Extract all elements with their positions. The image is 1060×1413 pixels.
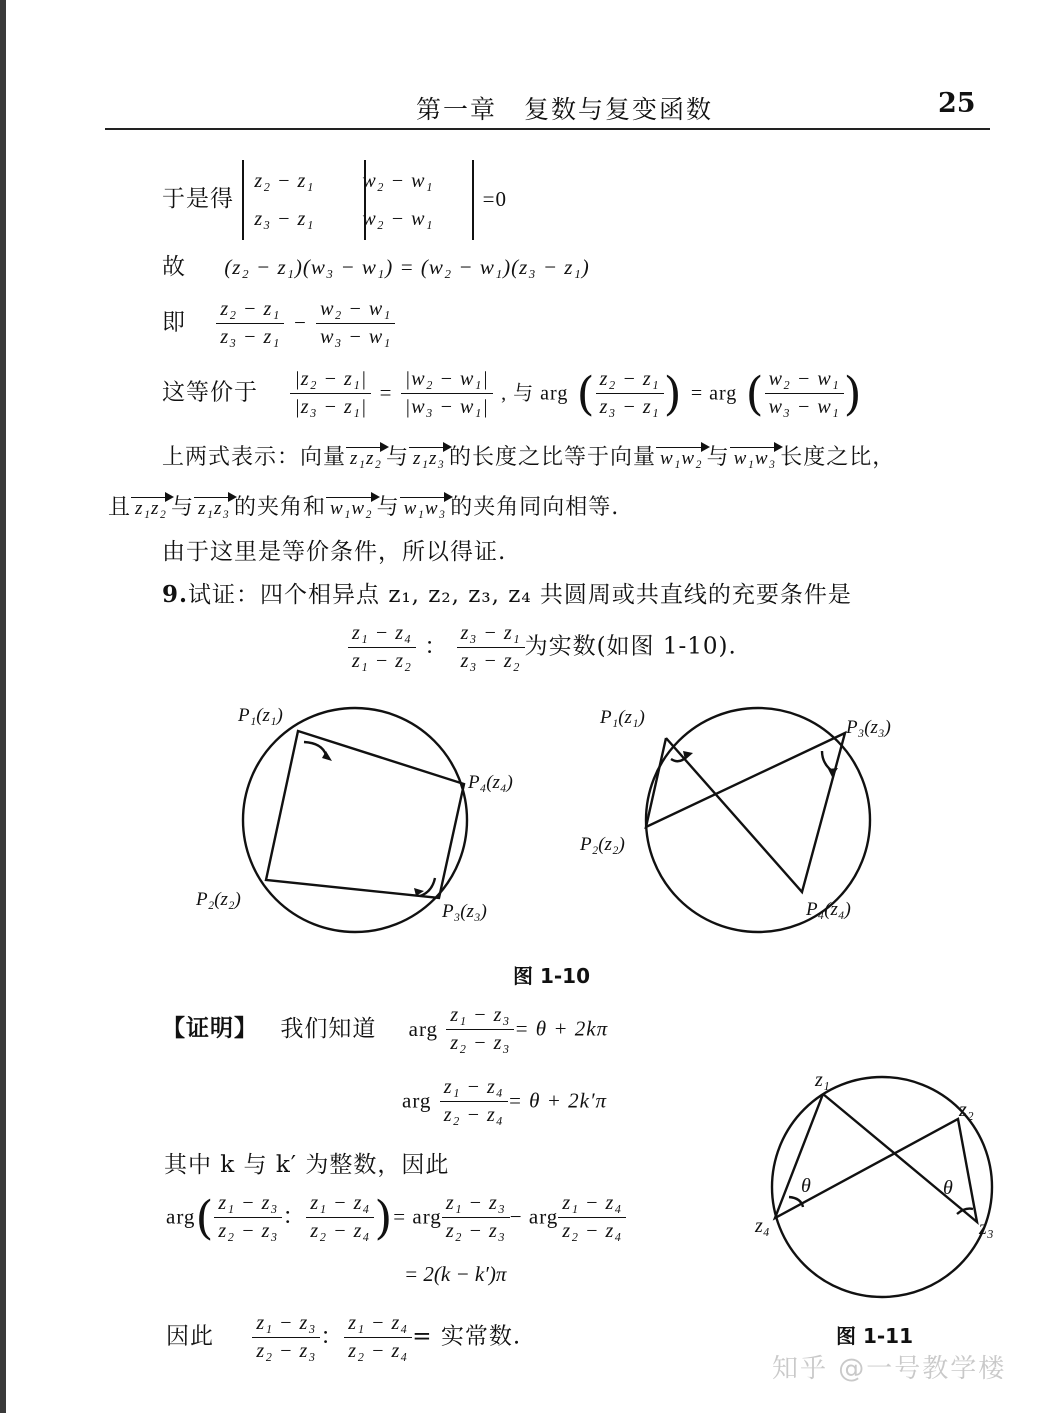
fraction: $\frac{\text{z₁ − z₃}}{\text{z₂ − z₃}}$ bbox=[446, 1004, 514, 1055]
vector: z₁z₂ bbox=[131, 497, 171, 520]
watermark: 知乎 @一号教学楼 bbox=[772, 1354, 1007, 1384]
arg: arg bbox=[402, 1088, 432, 1113]
text-prefix: 因此 bbox=[166, 1323, 214, 1350]
vector: w₁w₂ bbox=[656, 447, 707, 470]
det-cell: w₂ − w₁ bbox=[362, 170, 434, 192]
text-line-6 bbox=[108, 490, 619, 521]
text: 与 bbox=[386, 445, 410, 470]
problem-text: 试证：四个相异点 z₁, z₂, z₃, z₄ 共圆周或共直线的充要条件是 bbox=[188, 582, 852, 608]
running-header-title: 第一章 复数与复变函数 bbox=[416, 95, 714, 124]
crossed-quad bbox=[775, 1094, 977, 1222]
text-prefix: 于是得 bbox=[162, 186, 234, 212]
label-left-p3: P₃(z₃) bbox=[442, 901, 487, 922]
page-number: 25 bbox=[938, 88, 976, 119]
fraction: $\frac{\text{z₁ − z₄}}{\text{z₂ − z₄}}$ bbox=[558, 1192, 626, 1243]
eq-line-4: 这等价于 $\frac{\text{|z₂ − z₁|}}{\text{|z₃ − z₁|}}$ = $\frac{\text{|w₂ − w₁|}}{\text{|w₃ − w₁|}}$ , 与 arg ( $\frac{\text{z₂ − z₁}}{\text{z₃ − z₁}}$ ) = arg ( $\frac{\text{w₂ − w₁}}{\text{w₃ − w₁}}$ ) bbox=[162, 366, 863, 421]
label-right-p4: P₄(z₄) bbox=[806, 899, 851, 920]
text-prefix: 这等价于 bbox=[162, 379, 258, 406]
label-z3: z₃ bbox=[979, 1217, 994, 1239]
vector: z₁z₃ bbox=[194, 497, 234, 520]
fraction: $\frac{\text{z₂ − z₁}}{\text{z₃ − z₁}}$ bbox=[216, 298, 284, 349]
eq-zero: =0 bbox=[482, 187, 507, 211]
angle-arc-left-2 bbox=[420, 878, 435, 896]
figure-1-11 bbox=[745, 1062, 1015, 1302]
text-suffix: 为实数(如图 1-10). bbox=[524, 633, 737, 660]
operator: − bbox=[292, 310, 308, 335]
eq-determinant-line bbox=[162, 160, 507, 240]
label-left-p1: P₁(z₁) bbox=[238, 705, 283, 726]
header-rule bbox=[105, 128, 990, 130]
text-prefix: 故 bbox=[162, 254, 186, 280]
problem-number: 9. bbox=[162, 581, 189, 608]
arg: arg bbox=[166, 1204, 196, 1229]
proof-line-4: arg( $\frac{\text{z₁ − z₃}}{\text{z₂ − z₃}}$ ： $\frac{\text{z₁ − z₄}}{\text{z₂ − z₄}}$ )= arg $\frac{\text{z₁ − z₃}}{\text{z₂ − z₃}}$ − arg $\frac{\text{z₁ − z₄}}{\text{z₂ − z₄}}$ bbox=[166, 1192, 626, 1243]
label-left-p4: P₄(z₄) bbox=[468, 772, 513, 793]
operator: ： bbox=[282, 1203, 307, 1230]
eq-line-9 bbox=[348, 622, 737, 673]
proof-line-3: 其中 k 与 k′ 为整数，因此 bbox=[164, 1152, 450, 1178]
arg: arg bbox=[408, 1016, 439, 1041]
page-edge-shadow bbox=[0, 0, 6, 1413]
det-cell: z₃ − z₁ bbox=[254, 208, 315, 230]
operator: ： bbox=[320, 1323, 345, 1350]
figure-1-11-caption: 图 1-11 bbox=[836, 1324, 914, 1348]
eq-line-2 bbox=[162, 248, 590, 281]
fraction: $\frac{\text{z₁ − z₄}}{\text{z₂ − z₄}}$ bbox=[306, 1192, 374, 1243]
text: 与 bbox=[171, 495, 195, 520]
label-right-p1: P₁(z₁) bbox=[600, 707, 645, 728]
label-theta-right: θ bbox=[943, 1177, 953, 1199]
text-mid: , 与 arg bbox=[501, 382, 569, 405]
vector: w₁w₃ bbox=[400, 497, 451, 520]
label-theta-left: θ bbox=[801, 1175, 811, 1197]
proof-line-2 bbox=[402, 1076, 607, 1127]
crossed-quad-right bbox=[646, 733, 845, 892]
text: 长度之比， bbox=[780, 445, 896, 470]
text: 的长度之比等于向量 bbox=[449, 445, 657, 470]
label-z2: z₂ bbox=[959, 1099, 974, 1121]
text: 的夹角和 bbox=[234, 495, 327, 520]
fraction: $\frac{\text{w₂ − w₁}}{\text{w₃ − w₁}}$ bbox=[765, 368, 844, 419]
determinant bbox=[242, 160, 366, 240]
rhs: = θ + 2k′π bbox=[507, 1088, 608, 1113]
eq-line-3 bbox=[162, 298, 395, 349]
det-cell: z₂ − z₁ bbox=[254, 170, 315, 192]
proof-line-6 bbox=[166, 1312, 521, 1363]
determinant-col2 bbox=[352, 160, 474, 240]
operator: = arg bbox=[690, 382, 738, 405]
proof-line-5: = 2(k − k′)π bbox=[404, 1262, 507, 1286]
text: 我们知道 bbox=[280, 1015, 377, 1042]
fraction: $\frac{\text{z₁ − z₄}}{\text{z₁ − z₂}}$ bbox=[348, 622, 416, 673]
label-right-p2: P₂(z₂) bbox=[580, 834, 625, 855]
fraction: $\frac{\text{|w₂ − w₁|}}{\text{|w₃ − w₁|}}$ bbox=[401, 368, 493, 419]
label-right-p3: P₃(z₃) bbox=[846, 717, 891, 738]
proof-label: 【证明】 bbox=[162, 1014, 258, 1042]
label-z1: z₁ bbox=[815, 1069, 830, 1091]
vector: w₁w₃ bbox=[730, 447, 781, 470]
fraction: $\frac{\text{w₂ − w₁}}{\text{w₃ − w₁}}$ bbox=[316, 298, 395, 349]
vector: z₁z₃ bbox=[409, 447, 449, 470]
operator: − arg bbox=[509, 1204, 559, 1229]
text-line-7: 由于这里是等价条件，所以得证. bbox=[162, 539, 507, 565]
text: 与 bbox=[376, 495, 400, 520]
figure-1-10-caption: 图 1-10 bbox=[513, 964, 591, 988]
text-prefix: 即 bbox=[162, 309, 186, 336]
equation: (z₂ − z₁)(w₃ − w₁) = (w₂ − w₁)(z₃ − z₁) bbox=[224, 255, 590, 279]
problem-9 bbox=[162, 576, 852, 609]
label-left-p2: P₂(z₂) bbox=[196, 889, 241, 910]
fraction: $\frac{\text{z₁ − z₃}}{\text{z₂ − z₃}}$ bbox=[442, 1192, 510, 1243]
text: 且 bbox=[108, 495, 132, 520]
operator: = arg bbox=[393, 1204, 442, 1229]
text: 的夹角同向相等. bbox=[450, 495, 620, 520]
text: 与 bbox=[706, 445, 730, 470]
vector: z₁z₂ bbox=[346, 447, 386, 470]
operator: = bbox=[379, 380, 393, 405]
angle-arc-left-1 bbox=[304, 742, 326, 755]
fraction: $\frac{\text{z₂ − z₁}}{\text{z₃ − z₁}}$ bbox=[596, 368, 664, 419]
operator: ： bbox=[424, 633, 449, 660]
det-cell: w₂ − w₁ bbox=[362, 208, 434, 230]
fraction: $\frac{\text{z₁ − z₃}}{\text{z₂ − z₃}}$ bbox=[252, 1312, 320, 1363]
vector: w₁w₂ bbox=[326, 497, 377, 520]
quadrilateral-left bbox=[266, 731, 464, 898]
text-suffix: = 实常数. bbox=[412, 1323, 522, 1350]
fraction: $\frac{\text{z₁ − z₄}}{\text{z₂ − z₄}}$ bbox=[440, 1076, 508, 1127]
label-z4: z₄ bbox=[755, 1215, 770, 1237]
fraction: $\frac{\text{z₃ − z₁}}{\text{z₃ − z₂}}$ bbox=[457, 622, 525, 673]
fraction: $\frac{\text{z₁ − z₄}}{\text{z₂ − z₄}}$ bbox=[344, 1312, 412, 1363]
fraction: $\frac{\text{z₁ − z₃}}{\text{z₂ − z₃}}$ bbox=[214, 1192, 282, 1243]
proof-line-1 bbox=[162, 1004, 608, 1055]
figure-1-10 bbox=[180, 695, 940, 935]
text-line-5 bbox=[162, 440, 895, 471]
fraction: $\frac{\text{|z₂ − z₁|}}{\text{|z₃ − z₁|}}$ bbox=[290, 368, 371, 419]
text: 上两式表示：向量 bbox=[162, 445, 347, 470]
rhs: = θ + 2kπ bbox=[514, 1016, 609, 1041]
